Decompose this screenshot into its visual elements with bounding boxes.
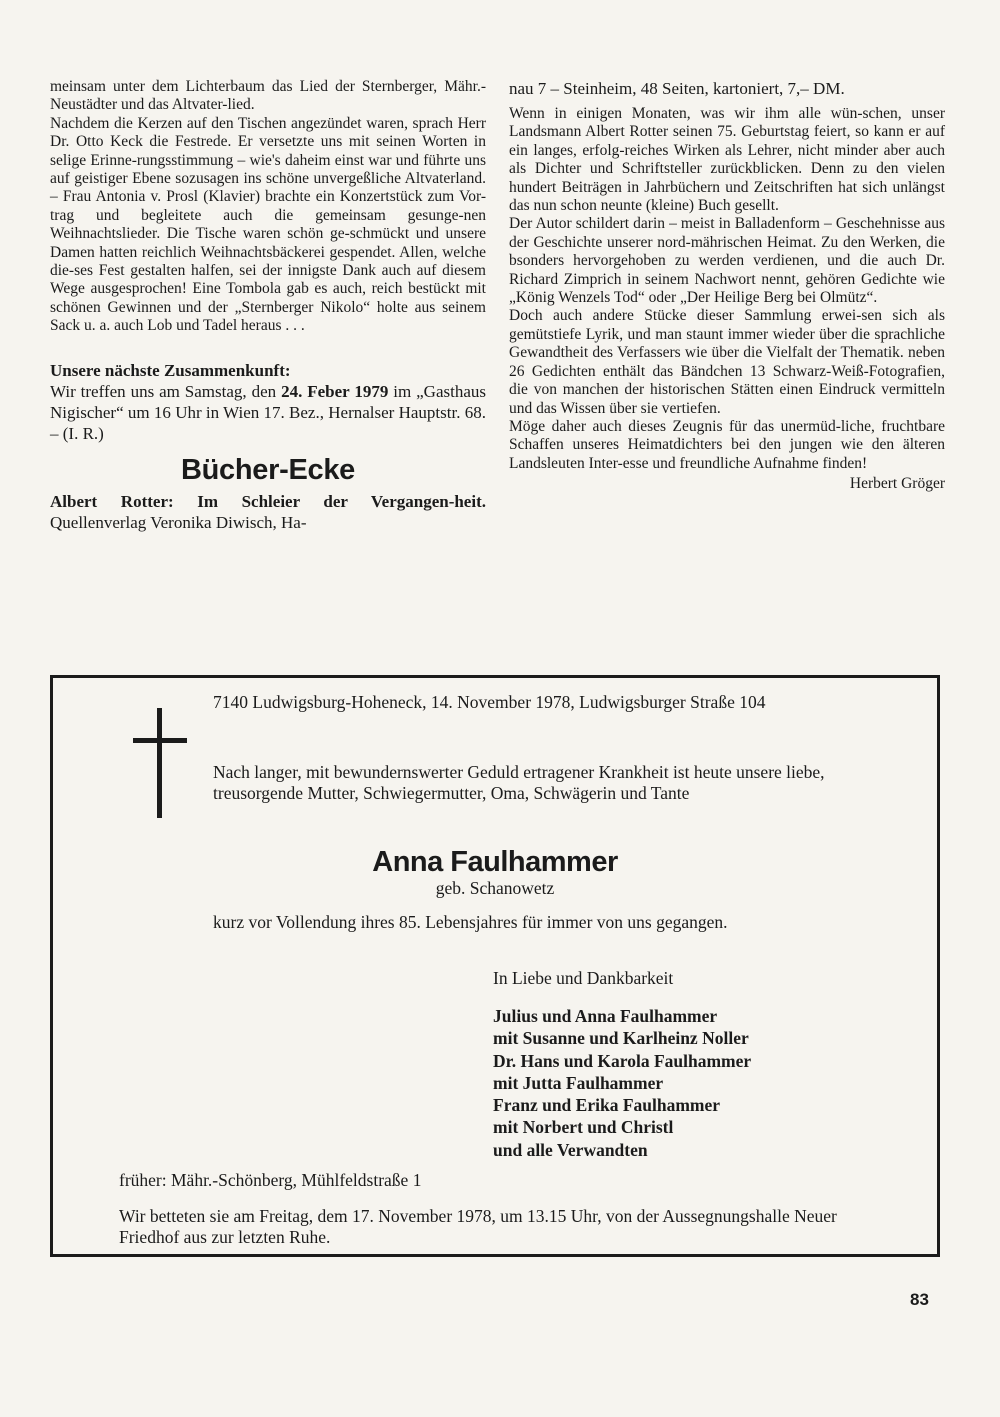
- club-report-paragraph-1: meinsam unter dem Lichterbaum das Lied der Sternberger, Mähr.-Neustädter und das Altvater-lied.: [50, 78, 486, 114]
- book-entry: [50, 491, 486, 533]
- review-paragraph-3: Doch auch andere Stücke dieser Sammlung erwei-sen sich als gemütstiefe Lyrik, und man staunt immer wieder über die sprachliche Gewandtheit des Verfassers wie über die Vielfalt der Thematik. neben 26 Gedichten enthält das Bändchen 13 Schwarz-Weiß-Fotografien, die von manchen der historischen Stätten einen Eindruck vermitteln und das Wissen über sie vertiefen.: [509, 307, 945, 417]
- obituary-burial-text: Wir betteten sie am Freitag, dem 17. November 1978, um 13.15 Uhr, von der Aussegnungshalle Neuer Friedhof aus zur letzten Ruhe.: [119, 1206, 837, 1247]
- family-line: mit Jutta Faulhammer: [493, 1072, 664, 1093]
- obituary-birth-name: geb. Schanowetz: [435, 878, 555, 898]
- obituary-former-address: früher: Mähr.-Schönberg, Mühlfeldstraße 1: [119, 1170, 422, 1190]
- section-title-books: Bücher-Ecke: [181, 453, 355, 486]
- next-meeting-text: [50, 381, 486, 444]
- book-title: Albert Rotter: Im Schleier der Vergangen-heit.: [50, 492, 486, 512]
- review-signature: Herbert Gröger: [849, 475, 945, 493]
- obituary-thanks: In Liebe und Dankbarkeit: [493, 968, 674, 988]
- next-meeting-heading: Unsere nächste Zusammenkunft:: [50, 360, 291, 380]
- club-report-paragraph-2: Nachdem die Kerzen auf den Tischen angezündet waren, sprach Herr Dr. Otto Keck die Festrede. Er versetzte uns mit seinen Worten in selige Erinne-rungsstimmung – wie's daheim einst war und führte uns auf geistiger Ebene sozusagen ins schöne unvergeßliche Altvaterland. – Frau Antonia v. Prosl (Klavier) brachte ein Konzertstück zum Vor-trag und begleitete auch die gemeinsam gesunge-nen Weihnachtslieder. Die Tische waren schön ge-schmückt und unsere Damen hatten reichlich Weihnachtsbäckerei gespendet. Allen, welche die-ses Fest gestalten halfen, sei der innigste Dank auch auf diesem Wege ausgesprochen! Eine Tombola gab es auch, reich bestückt mit schönen Gewinnen und der „Sternberger Nikolo“ holte aus seinem Sack u. a. auch Lob und Tadel heraus . . .: [50, 114, 486, 335]
- review-paragraph-2: Der Autor schildert darin – meist in Balladenform – Geschehnisse aus der Geschichte unserer nord-mährischen Heimat. Zu den Werken, die bsonders hervorgehoben zu werden verdienen, und die auch Dr. Richard Zimprich in seinem Nachwort nennt, gehören Gedichte wie „König Wenzels Tod“ oder „Der Heilige Berg bei Olmütz“.: [509, 215, 945, 307]
- book-details: Quellenverlag Veronika Diwisch, Ha-: [50, 513, 307, 533]
- family-line: mit Susanne und Karlheinz Noller: [493, 1028, 749, 1049]
- obituary-family-list: [493, 1005, 751, 1161]
- left-column: [50, 78, 486, 533]
- book-details-continued: nau 7 – Steinheim, 48 Seiten, kartoniert, 7,– DM.: [509, 79, 845, 98]
- next-meeting-date: 24. Feber 1979: [281, 381, 389, 401]
- family-line: mit Norbert und Christl: [493, 1117, 674, 1138]
- obituary-intro: Nach langer, mit bewundernswerter Geduld ertragener Krankheit ist heute unsere liebe, treusorgende Mutter, Schwiegermutter, Oma, Schwägerin und Tante: [213, 762, 825, 803]
- obituary-passing-text: kurz vor Vollendung ihres 85. Lebensjahres für immer von uns gegangen.: [213, 912, 728, 932]
- family-line: Julius und Anna Faulhammer: [493, 1006, 718, 1026]
- review-paragraph-4: Möge daher auch dieses Zeugnis für das unermüd-liche, fruchtbare Schaffen unseres Heimatdichters bei den jungen wie den älteren Landsleuten Inter-esse und freundliche Aufnahme finden!: [509, 417, 945, 472]
- next-meeting-text-end: im „Gasthaus Nigischer“ um 16 Uhr in Wien 17. Bez., Hernalser Hauptstr. 68. – (I. R.): [50, 381, 486, 443]
- page-number: 83: [910, 1290, 929, 1309]
- obituary-notice: [50, 675, 940, 1257]
- review-paragraph-1: Wenn in einigen Monaten, was wir ihm alle wün-schen, unser Landsmann Albert Rotter seinen 75. Geburtstag feiert, so kann er auf ein langes, erfolg-reiches Wirken als Lehrer, nicht minder aber auch als Dichter und Schriftsteller zurückblicken. Denn zu den vielen hundert Beiträgen in Jahrbüchern und Zeitschriften hat sich unlängst das nun schon neunte (kleine) Buch gesellt.: [509, 105, 945, 215]
- family-line: und alle Verwandten: [493, 1139, 648, 1160]
- obituary-address-line: 7140 Ludwigsburg-Hoheneck, 14. November 1978, Ludwigsburger Straße 104: [213, 692, 766, 712]
- right-column: [509, 78, 945, 494]
- obituary-deceased-name: Anna Faulhammer: [372, 846, 618, 878]
- next-meeting-text-start: Wir treffen uns am Samstag, den: [50, 381, 282, 401]
- family-line: Franz und Erika Faulhammer: [493, 1095, 721, 1116]
- family-line: Dr. Hans und Karola Faulhammer: [493, 1050, 752, 1071]
- cross-icon: [133, 708, 189, 818]
